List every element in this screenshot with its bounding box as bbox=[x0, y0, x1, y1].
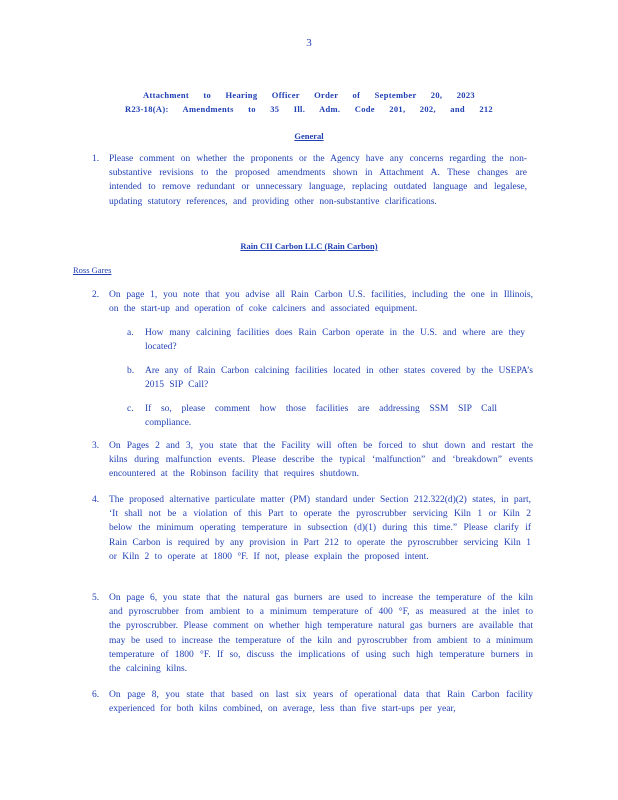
item-number: 2. bbox=[92, 290, 100, 300]
question-item: The proposed alternative particulate matter (PM) standard under Section 212.322(d)(2) states, in part, ‘It shall not be a violation of this Part to operate the pyroscrubber servicing Kiln 1 or Kiln 2 below the minimum operating temperature in subsection (d)(1) during this time.” Please clarify if Rain Carbon is required by any provision in Part 212 to operate the pyroscrubber servicing Kiln 1 or Kiln 2 to operate at 1800 °F. If not, please explain the proposed intent. bbox=[109, 495, 531, 562]
item-number: 3. bbox=[92, 441, 100, 451]
sub-question: Are any of Rain Carbon calcining facilities located in other states covered by the USEPA’s 2015 SIP Call? bbox=[145, 366, 533, 391]
item-number: 4. bbox=[92, 495, 100, 505]
item-number: 1. bbox=[92, 154, 100, 164]
witness-name: Ross Gares bbox=[73, 265, 112, 275]
title-line-2: R23-18(A): Amendments to 35 Ill. Adm. Code 201, 202, and 212 bbox=[125, 104, 493, 114]
page-number: 3 bbox=[306, 37, 312, 49]
question-item: On page 6, you state that the natural gas burners are used to increase the temperature of the kiln and pyroscrubber from ambient to a minimum temperature of 400 °F, as measured at the inlet to the pyroscrubber. Please comment on whether high temperature natural gas burners are available that may be used to increase the temperature of the kiln and pyroscrubber from ambient to a minimum temperature of 1800 °F. If so, discuss the implications of using such high temperature burners in the calcining kilns. bbox=[109, 593, 533, 675]
question-item: On page 8, you state that based on last six years of operational data that Rain Carbon facility experienced for both kilns combined, on average, less than five start-ups per year, bbox=[109, 690, 533, 715]
item-number: 5. bbox=[92, 593, 100, 603]
section-heading-rain bbox=[0, 241, 618, 251]
question-item: Please comment on whether the proponents or the Agency have any concerns regarding the non-substantive revisions to the proposed amendments shown in Attachment A. These changes are intended to remove redundant or unnecessary language, replacing outdated language and legalese, updating statutory references, and providing other non-substantive clarifications. bbox=[109, 154, 527, 207]
question-item: On Pages 2 and 3, you state that the Facility will often be forced to shut down and restart the kilns during malfunction events. Please describe the typical ‘malfunction” and ‘breakdown” events encountered at the Robinson facility that requires shutdown. bbox=[109, 441, 533, 480]
section-heading-rain-text: Rain CII Carbon LLC (Rain Carbon) bbox=[240, 241, 378, 251]
sub-question: How many calcining facilities does Rain Carbon operate in the U.S. and where are they located? bbox=[145, 328, 525, 353]
question-item: On page 1, you note that you advise all Rain Carbon U.S. facilities, including the one in Illinois, on the start-up and operation of coke calciners and associated equipment. bbox=[109, 290, 533, 315]
sub-item-letter: c. bbox=[127, 404, 134, 414]
sub-item-letter: b. bbox=[127, 366, 135, 376]
sub-item-letter: a. bbox=[127, 328, 134, 338]
section-heading-general-text: General bbox=[294, 131, 324, 141]
title-line-1: Attachment to Hearing Officer Order of September 20, 2023 bbox=[143, 90, 475, 100]
section-heading-general bbox=[0, 131, 618, 141]
item-number: 6. bbox=[92, 690, 100, 700]
sub-question: If so, please comment how those facilities are addressing SSM SIP Call compliance. bbox=[145, 404, 497, 429]
